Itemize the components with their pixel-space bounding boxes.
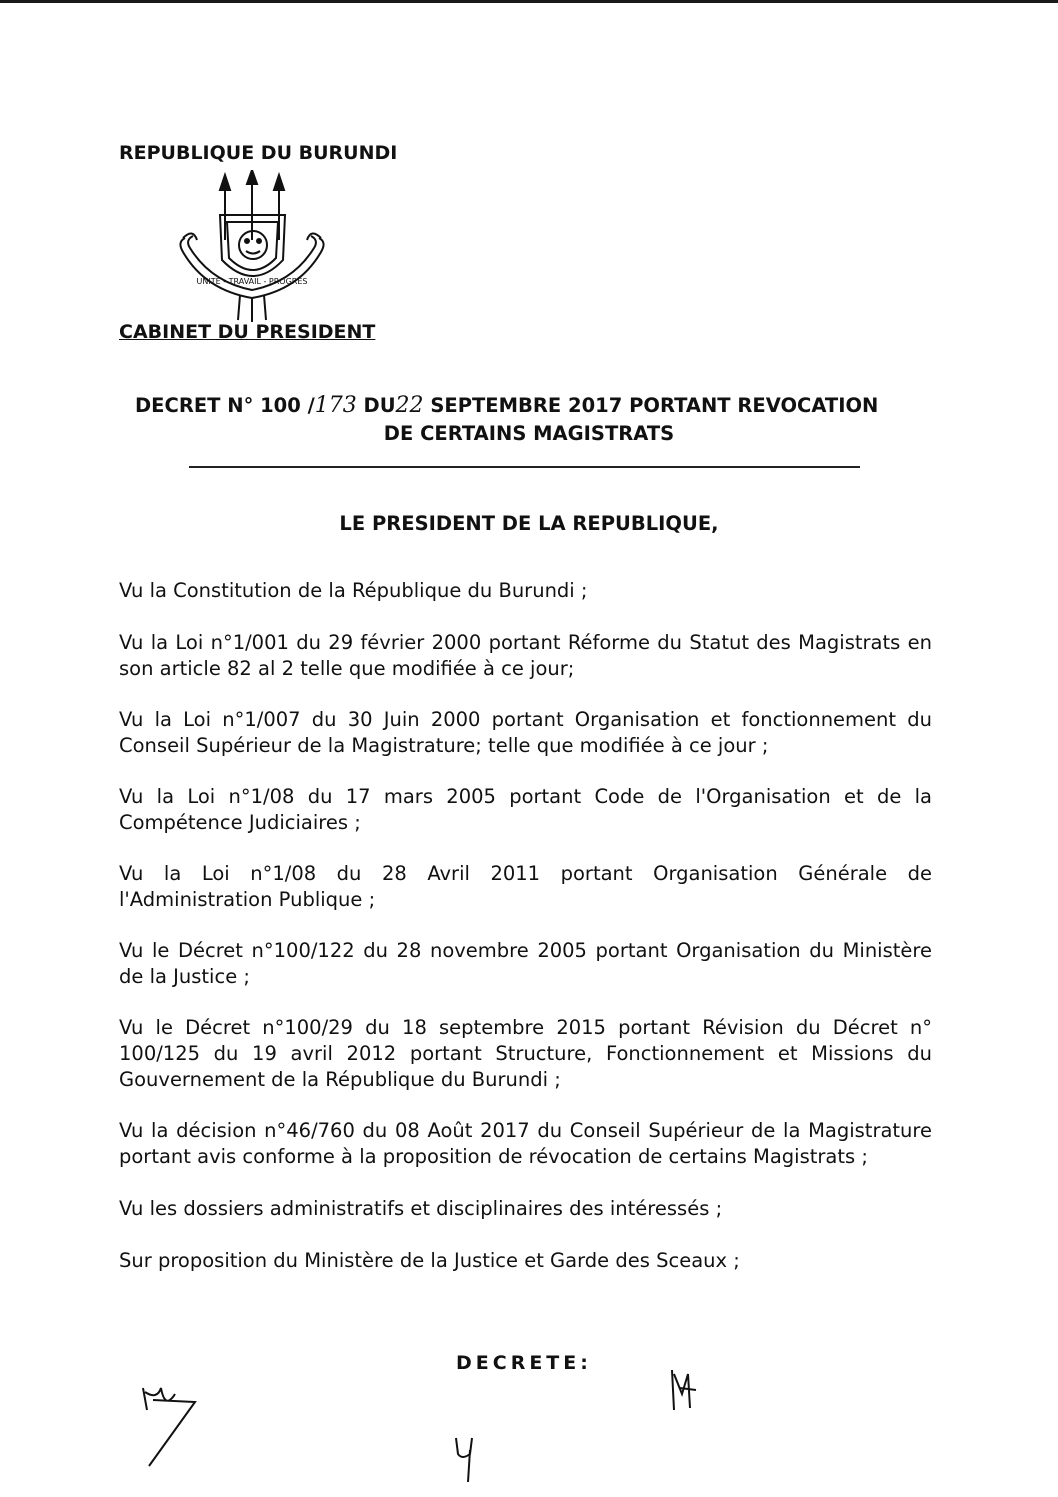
considerant-paragraph: Vu la Loi n°1/001 du 29 février 2000 portant Réforme du Statut des Magistrats en son article 82 al 2 telle que modifiée à ce jour; <box>119 631 932 680</box>
initials-right-signature <box>660 1360 710 1440</box>
considerant-paragraph: Vu la Loi n°1/08 du 17 mars 2005 portant Code de l'Organisation et de la Compétence Judiciaires ; <box>119 785 932 834</box>
considerant-paragraph: Vu les dossiers administratifs et disciplinaires des intéressés ; <box>119 1197 723 1220</box>
page-top-edge <box>0 0 1058 3</box>
decree-day-handwritten: 22 <box>395 393 424 418</box>
title-underline-rule <box>189 466 860 468</box>
authority-heading: LE PRESIDENT DE LA REPUBLIQUE, <box>339 512 719 535</box>
decree-title-du: DU <box>363 394 396 417</box>
initials-center-signature <box>448 1430 488 1490</box>
decree-title-line1 <box>135 393 878 418</box>
decree-title-line2: DE CERTAINS MAGISTRATS <box>383 422 675 445</box>
considerant-paragraph: Sur proposition du Ministère de la Justice et Garde des Sceaux ; <box>119 1249 740 1272</box>
considerant-paragraph: Vu le Décret n°100/122 du 28 novembre 2005 portant Organisation du Ministère de la Justice ; <box>119 939 932 988</box>
considerant-paragraph: Vu le Décret n°100/29 du 18 septembre 2015 portant Révision du Décret n° 100/125 du 19 avril 2012 portant Structure, Fonctionnement et Missions du Gouvernement de la République du Burundi ; <box>119 1016 932 1091</box>
country-heading: REPUBLIQUE DU BURUNDI <box>119 142 398 164</box>
decree-title-prefix: DECRET N° 100 / <box>135 394 315 417</box>
considerant-paragraph: Vu la Loi n°1/08 du 28 Avril 2011 portant Organisation Générale de l'Administration Publique ; <box>119 862 932 911</box>
considerant-paragraph: Vu la Constitution de la République du Burundi ; <box>119 579 588 602</box>
considerant-paragraph: Vu la Loi n°1/007 du 30 Juin 2000 portant Organisation et fonctionnement du Conseil Supérieur de la Magistrature; telle que modifiée à ce jour ; <box>119 708 932 757</box>
considerant-paragraph: Vu la décision n°46/760 du 08 Août 2017 du Conseil Supérieur de la Magistrature portant avis conforme à la proposition de révocation de certains Magistrats ; <box>119 1119 932 1168</box>
cabinet-heading: CABINET DU PRESIDENT <box>119 321 376 343</box>
motto-text: UNITE - TRAVAIL - PROGRES <box>196 277 308 286</box>
decree-number-handwritten: 173 <box>314 393 357 418</box>
coat-of-arms-emblem <box>175 170 330 330</box>
decrete-heading: DECRETE: <box>456 1352 592 1374</box>
initials-left-signature <box>135 1380 215 1470</box>
decree-title-rest: SEPTEMBRE 2017 PORTANT REVOCATION <box>430 394 879 417</box>
